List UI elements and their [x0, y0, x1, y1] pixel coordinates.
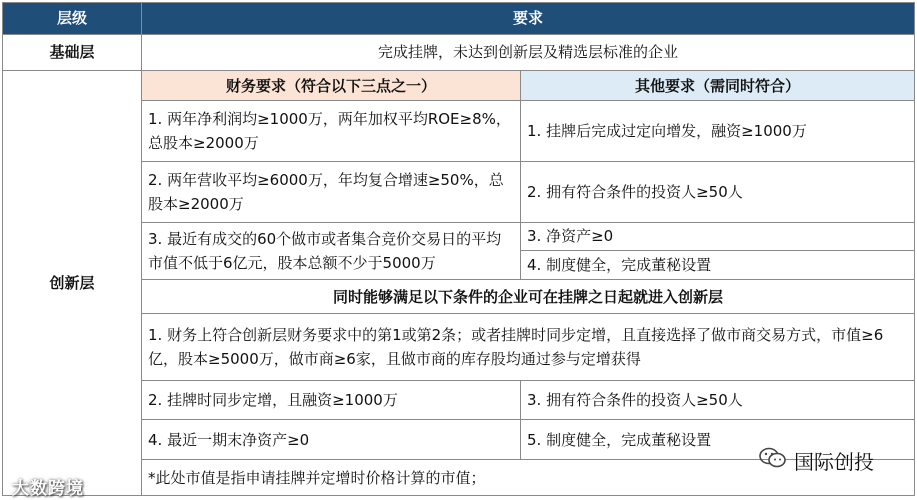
- market-value-note: *此处市值是指申请挂牌并定增时价格计算的市值；: [142, 460, 915, 496]
- direct-entry-condition-2: 2. 挂牌时同步定增，且融资≥1000万: [142, 381, 521, 420]
- innovation-tier-label: 创新层: [3, 71, 142, 496]
- direct-entry-condition-5: 5. 制度健全，完成董秘设置: [521, 420, 915, 460]
- financial-requirement-3: 3. 最近有成交的60个做市或者集合竞价交易日的平均市值不低于6亿元，股本总额不少于5000万: [142, 222, 521, 280]
- watermark-left: [12, 474, 84, 499]
- other-requirement-1: 1. 挂牌后完成过定向增发，融资≥1000万: [521, 100, 915, 161]
- financial-requirements-header: 财务要求（符合以下三点之一）: [142, 71, 521, 100]
- tier-requirements-table: [2, 2, 915, 496]
- other-requirement-2: 2. 拥有符合条件的投资人≥50人: [521, 161, 915, 222]
- watermark-left-text: 大数跨境: [12, 479, 84, 499]
- financial-requirement-1: 1. 两年净利润均≥1000万，两年加权平均ROE≥8%，总股本≥2000万: [142, 100, 521, 161]
- watermark-right: [758, 446, 874, 475]
- header-requirements: 要求: [142, 3, 915, 35]
- other-requirement-3: 3. 净资产≥0: [521, 222, 915, 250]
- direct-entry-condition-4: 4. 最近一期末净资产≥0: [142, 420, 521, 460]
- direct-entry-header: 同时能够满足以下条件的企业可在挂牌之日起就进入创新层: [142, 280, 915, 314]
- other-requirement-4: 4. 制度健全，完成董秘设置: [521, 251, 915, 280]
- header-level: 层级: [3, 3, 142, 35]
- wechat-icon: [758, 446, 788, 475]
- basic-tier-label: 基础层: [3, 34, 142, 71]
- other-requirements-header: 其他要求（需同时符合）: [521, 71, 915, 100]
- basic-tier-requirement: 完成挂牌，未达到创新层及精选层标准的企业: [142, 34, 915, 71]
- watermark-right-text: 国际创投: [794, 450, 874, 474]
- direct-entry-condition-1: 1. 财务上符合创新层财务要求中的第1或第2条；或者挂牌时同步定增，且直接选择了做市商交易方式，市值≥6亿，股本≥5000万，做市商≥6家，且做市商的库存股均通过参与定增获得: [142, 314, 915, 381]
- direct-entry-condition-3: 3. 拥有符合条件的投资人≥50人: [521, 381, 915, 420]
- financial-requirement-2: 2. 两年营收平均≥6000万，年均复合增速≥50%，总股本≥2000万: [142, 161, 521, 222]
